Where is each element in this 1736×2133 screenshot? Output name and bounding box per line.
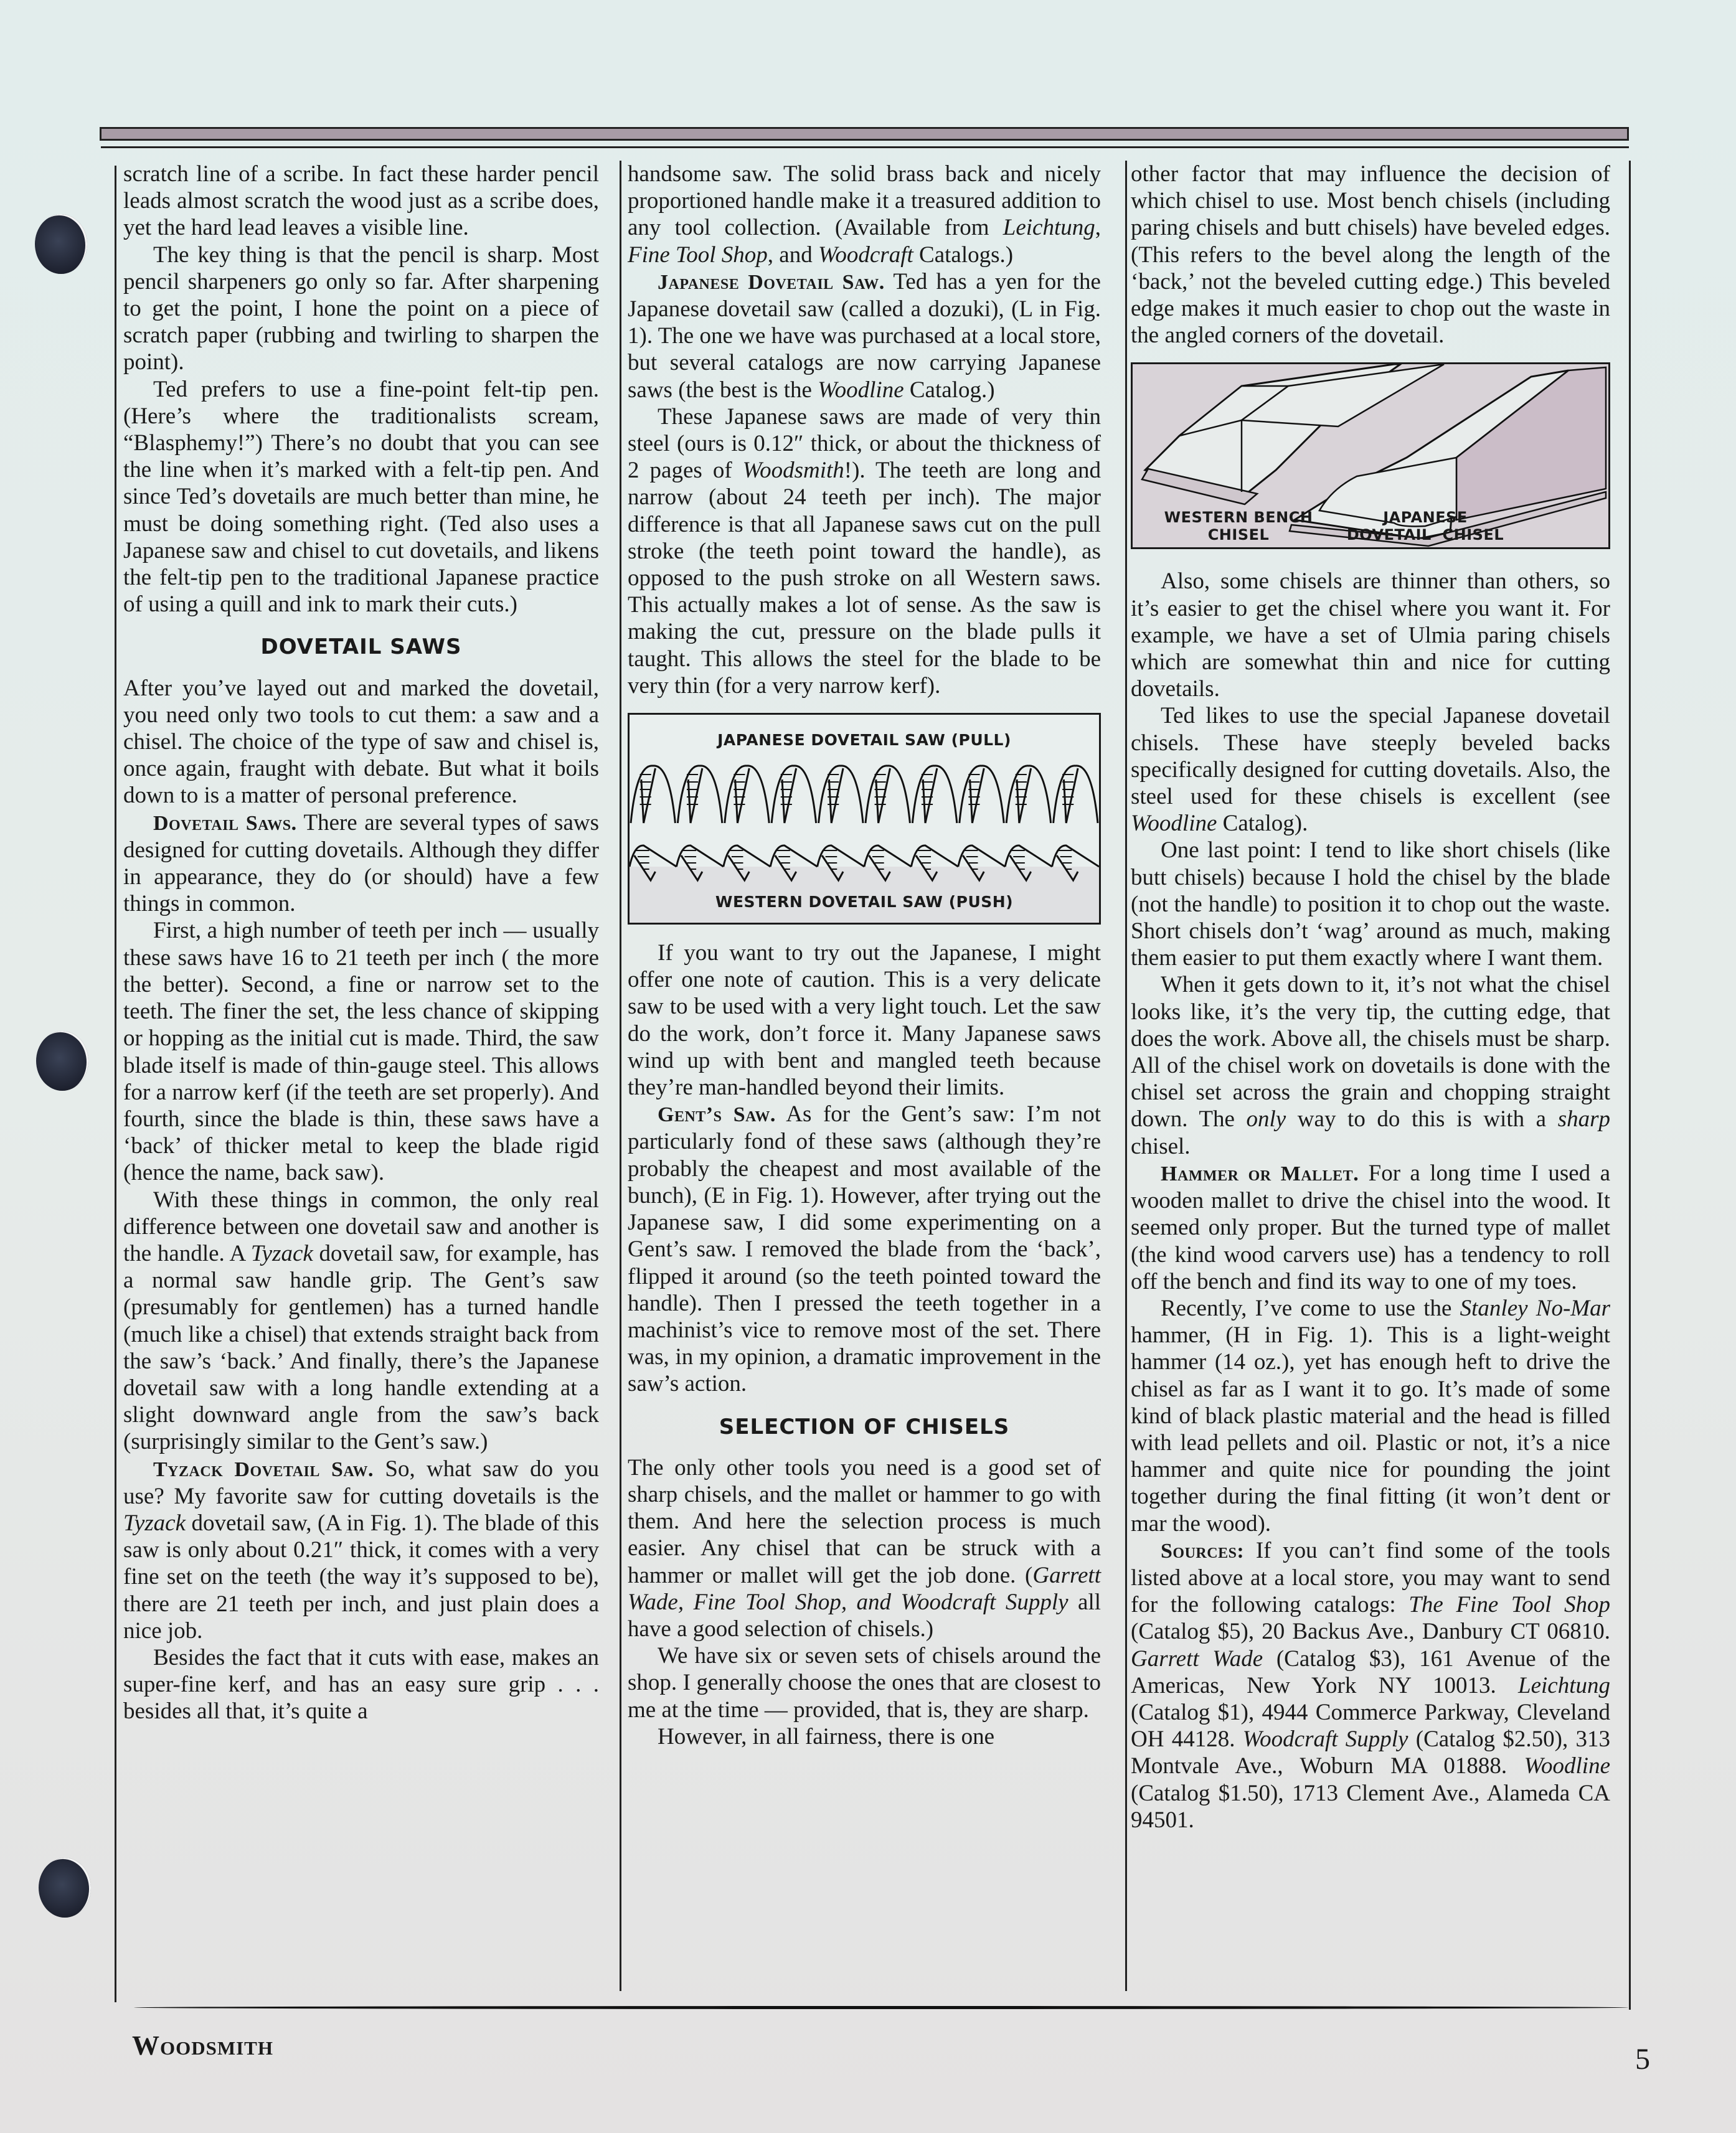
right-column-top-text [1131,161,1610,349]
page-number: 5 [1635,2043,1650,2076]
article-paragraph [1131,837,1610,971]
paragraph-text: First, a high number of teeth per inch — usually these saws have 16 to 21 teeth per inch ( the more the better). Second, a fine or narrow set to the teeth. The finer the set, the less chance of skipping or hopping as the initial cut is made. Third, the saw blade itself is made of thin-gauge steel. This allows for a narrow kerf (if the teeth are set properly). And fourth, since the blade is thin, these saws have a ‘back’ of thicker metal to keep the blade rigid (hence the name, back saw). [123,918,599,1186]
run-in-subheading: Hammer or Mallet. [1161,1162,1359,1185]
punch-hole-middle [36,1031,88,1091]
chisel-comparison-figure [1131,362,1610,549]
article-paragraph [628,1723,1101,1750]
run-in-subheading: Gent’s Saw. [658,1103,776,1127]
paragraph-text: Besides the fact that it cuts with ease, makes an super-fine kerf, and has an easy sure grip . . . besides all that, it’s quite a [123,1644,599,1725]
saw-teeth-figure [628,713,1101,925]
article-paragraph [628,1642,1101,1723]
article-paragraph [123,161,599,242]
paragraph-text: If you can’t find some of the tools listed above at a local store, you may want to send for the following catalogs: The Fine Tool Shop (Catalog $5), 20 Backus Ave., Danbury CT 06810. Garrett Wade (Catalog $3), 161 Avenue of the Americas, New York NY 10013. Leichtung (Catalog $1), 4944 Commerce Parkway, Cleveland OH 44128. Woodcraft Supply (Catalog $2.50), 313 Montvale Ave., Woburn MA 01888. Woodline (Catalog $1.50), 1713 Clement Ave., Alameda CA 94501. [1131,1537,1611,1833]
paragraph-text: Also, some chisels are thinner than others, so it’s easier to get the chisel where you want it. For example, we have a set of Ulmia paring chisels which are somewhat thin and nice for cutting dovetails. [1131,568,1610,702]
paragraph-text: The only other tools you need is a good set of sharp chisels, and the mallet or hammer to go with them. And here the selection process is much easier. Any chisel that can be struck with a hammer or mallet will get the job done. (Garrett Wade, Fine Tool Shop, and Woodcraft Supply all have a good selection of chisels.) [628,1454,1101,1642]
middle-column-bottom-text [628,939,1101,1750]
section-heading: DOVETAIL SAWS [260,634,462,660]
article-column-middle [628,161,1101,1750]
paragraph-text: The key thing is that the pencil is sharp. Most pencil sharpeners go only so far. After sharpening to get the point, I hone the point on a piece of scratch paper (rubbing and twirling to sharpen the point). [123,242,599,375]
paragraph-text: There are several types of saws designed for cutting dovetails. Although they differ in appearance, they do (or should) have a few things in common. [123,809,599,917]
japanese-dovetail-chisel-label [1332,509,1519,544]
column-divider-1 [620,161,621,1991]
run-in-subheading: Sources: [1161,1539,1245,1563]
western-chisel-label-line2: CHISEL [1207,526,1270,544]
japanese-chisel-label-line1: JAPANESE [1383,509,1468,527]
right-border-rule [1629,161,1631,2010]
western-bench-chisel-label [1145,509,1332,544]
western-saw-label: WESTERN DOVETAIL SAW (PUSH) [715,893,1014,911]
article-paragraph [123,376,599,618]
run-in-subheading: Japanese Dovetail Saw. [658,270,885,294]
article-paragraph [628,1101,1101,1397]
article-paragraph [628,403,1101,699]
article-column-left [123,161,599,1725]
middle-column-top-text [628,161,1101,699]
run-in-subheading: Tyzack Dovetail Saw. [153,1457,374,1481]
column-divider-2 [1125,161,1127,1991]
paragraph-text: One last point: I tend to like short chisels (like butt chisels) because I hold the chisel by the blade (not the handle) to position it to chop out the waste. Short chisels don’t ‘wag’ around as much, making them easier to put them exactly where I want them. [1131,837,1610,971]
article-paragraph [123,242,599,376]
article-paragraph [1131,1160,1610,1295]
paragraph-text: Ted likes to use the special Japanese dovetail chisels. These have steeply beveled backs specifically designed for cutting dovetails. Also, the steel used for these chisels is excellent (see Woodline Catalog). [1131,703,1610,837]
western-saw-teeth-icon [630,842,1099,885]
paragraph-text: However, in all fairness, there is one [658,1723,994,1749]
article-paragraph [123,1644,599,1725]
paragraph-text: As for the Gent’s saw: I’m not particularly fond of these saws (although they’re probably the cheapest and most available of the bunch), (E in Fig. 1). However, after trying out the Japanese saw, I did some experimenting on a Gent’s saw. I removed the blade from the ‘back’, flipped it around (so the teeth pointed toward the handle). Then I pressed the teeth together in a machinist’s vice to remove most of the set. There was, in my opinion, a dramatic improvement in the saw’s action. [628,1101,1102,1397]
article-column-right [1131,161,1610,1834]
header-banner-bar [100,127,1629,141]
footer-rule [134,2006,1628,2009]
paragraph-text: So, what saw do you use? My favorite saw for cutting dovetails is the Tyzack dovetail saw, (A in Fig. 1). The blade of this saw is only about 0.21″ thick, it comes with a very fine set on the teeth (the way it’s supposed to be), there are 21 teeth per inch, and just plain does a nice job. [123,1456,599,1644]
paragraph-text: Ted prefers to use a fine-point felt-tip pen. (Here’s where the traditionalists scream, “Blasphemy!”) There’s no doubt that you can see the line when it’s marked with a felt-tip pen. And since Ted’s dovetails are much better than mine, he must be doing something right. (Ted also uses a Japanese saw and chisel to cut dovetails, and likens the felt-tip pen to the traditional Japanese practice of using a quill and ink to mark their cuts.) [123,376,599,618]
left-border-rule [115,166,116,2002]
article-paragraph [123,1456,599,1644]
paragraph-text: other factor that may influence the decision of which chisel to use. Most bench chisels (including paring chisels and butt chisels) have beveled edges. (This refers to the bevel along the length of the ‘back,’ not the beveled cutting edge.) This beveled edge makes it much easier to chop out the waste in the angled corners of the dovetail. [1131,161,1610,349]
article-paragraph [1131,702,1610,837]
article-paragraph [628,939,1101,1101]
article-paragraph [123,809,599,918]
japanese-chisel-label-line2: DOVETAIL CHISEL [1346,526,1504,544]
paragraph-text: We have six or seven sets of chisels around the shop. I generally choose the ones that are closest to me at the time — provided, that is, they are sharp. [628,1643,1101,1723]
paragraph-text: scratch line of a scribe. In fact these harder pencil leads almost scratch the wood just as a scribe does, yet the hard lead leaves a visible line. [123,161,599,241]
western-chisel-label-line1: WESTERN BENCH [1164,509,1313,527]
paragraph-text: Recently, I’ve come to use the Stanley No-Mar hammer, (H in Fig. 1). This is a light-weight hammer (14 oz.), yet has enough heft to drive the chisel as far as I want it to go. It’s made of some kind of black plastic material and the head is filled with lead pellets and oil. Plastic or not, it’s a nice hammer and quite nice for pounding the joint together during the final fitting (it won’t dent or mar the wood). [1131,1295,1610,1537]
article-paragraph [1131,971,1610,1159]
paragraph-text: With these things in common, the only real difference between one dovetail saw and another is the handle. A Tyzack dovetail saw, for example, has a normal saw handle grip. The Gent’s saw (presumably for gentlemen) has a turned handle (much like a chisel) that extends straight back from the saw’s ‘back.’ And finally, there’s the Japanese dovetail saw with a long handle extending at a slight downward angle from the saw’s back (surprisingly similar to the Gent’s saw.) [123,1187,599,1455]
article-paragraph [1131,1295,1610,1537]
article-paragraph [628,161,1101,268]
right-column-bottom-text [1131,568,1610,1834]
paragraph-text: After you’ve layed out and marked the dovetail, you need only two tools to cut them: a saw and a chisel. The choice of the type of saw and chisel is, once again, fraught with debate. But what it boils down to is a matter of personal preference. [123,675,599,809]
paragraph-text: When it gets down to it, it’s not what the chisel looks like, it’s the very tip, the cutting edge, that does the work. Above all, the chisels must be sharp. All of the chisel work on dovetails is done with the chisel set across the grain and chopping straight down. The only way to do this is with a sharp chisel. [1131,972,1611,1159]
section-heading: SELECTION OF CHISELS [719,1414,1010,1439]
japanese-saw-label: JAPANESE DOVETAIL SAW (PULL) [717,731,1011,750]
paragraph-text: These Japanese saws are made of very thin steel (ours is 0.12″ thick, or about the thickness of 2 pages of Woodsmith!). The teeth are long and narrow (about 24 teeth per inch). The major difference is that all Japanese saws cut on the pull stroke (the teeth point toward the handle), as opposed to the push stroke on all Western saws. This actually makes a lot of sense. As the saw is making the cut, pressure on the blade pulls it taught. This allows the steel for the blade to be very thin (for a very narrow kerf). [628,403,1101,699]
article-paragraph [1131,161,1610,349]
run-in-subheading: Dovetail Saws. [153,811,297,835]
publication-name: Woodsmith [132,2030,273,2061]
paragraph-text: handsome saw. The solid brass back and nicely proportioned handle make it a treasured addition to any tool collection. (Available from Leichtung, Fine Tool Shop, and Woodcraft Catalogs.) [628,161,1101,268]
article-paragraph [1131,568,1610,702]
japanese-saw-teeth-icon [630,761,1099,829]
article-paragraph [123,917,599,1186]
article-paragraph [628,268,1101,403]
punch-hole-bottom [39,1858,91,1918]
article-paragraph [628,1454,1101,1642]
header-rule [101,146,1629,148]
paragraph-text: If you want to try out the Japanese, I might offer one note of caution. This is a very delicate saw to be used with a very light touch. Let the saw do the work, don’t force it. Many Japanese saws wind up with bent and mangled teeth because they’re man-handled beyond their limits. [628,940,1101,1101]
article-paragraph [1131,1537,1610,1834]
article-paragraph [123,675,599,809]
article-paragraph [123,1187,599,1456]
paragraph-text: For a long time I used a wooden mallet to drive the chisel into the wood. It seemed only proper. But the turned type of mallet (the kind wood carvers use) has a tendency to roll off the bench and find its way to one of my toes. [1131,1160,1610,1294]
punch-hole-top [35,214,87,274]
paragraph-text: Ted has a yen for the Japanese dovetail saw (called a dozuki), (L in Fig. 1). The one we have was purchased at a local store, but several catalogs are now carrying Japanese saws (the best is the Woodline Catalog.) [628,268,1101,403]
